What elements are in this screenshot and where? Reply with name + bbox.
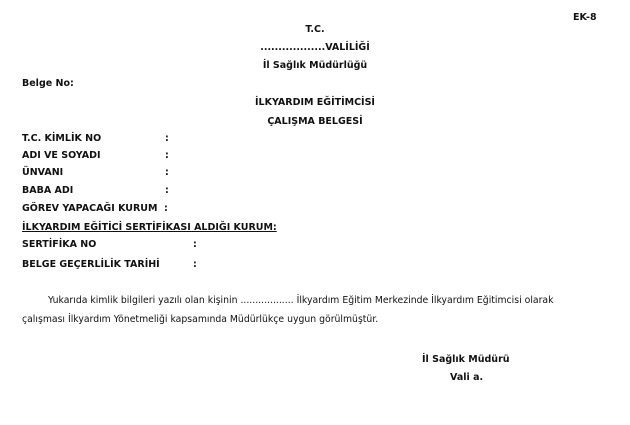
field-label-father-name: BABA ADI: [22, 185, 74, 196]
signature-on-behalf: Vali a.: [450, 372, 484, 383]
document-no-label: Belge No:: [22, 78, 74, 89]
signature-title: İl Sağlık Müdürü: [422, 354, 510, 365]
document-title-line2: ÇALIŞMA BELGESİ: [267, 116, 363, 127]
document-title-line1: İLKYARDIM EĞİTİMCİSİ: [255, 97, 375, 108]
annex-label: EK-8: [573, 12, 597, 23]
field-colon-name: :: [165, 150, 169, 161]
field-label-validity-date: BELGE GEÇERLİLİK TARİHİ: [22, 259, 160, 270]
field-label-certificate-no: SERTİFİKA NO: [22, 239, 97, 250]
field-colon-title: :: [165, 167, 169, 178]
field-label-institution: GÖREV YAPACAĞI KURUM: [22, 203, 158, 214]
field-colon-father-name: :: [165, 185, 169, 196]
field-label-title: ÜNVANI: [22, 167, 64, 178]
field-label-tc-id: T.C. KİMLİK NO: [22, 133, 102, 144]
field-colon-institution: :: [164, 203, 168, 214]
field-colon-certificate-no: :: [193, 239, 197, 250]
header-governorship: ..................VALİLİĞİ: [260, 42, 370, 53]
field-colon-tc-id: :: [165, 133, 169, 144]
paragraph-line2: çalışması İlkyardım Yönetmeliği kapsamında Müdürlükçe uygun görülmüştür.: [22, 314, 379, 325]
header-health-directorate: İl Sağlık Müdürlüğü: [262, 60, 368, 71]
header-tc: T.C.: [305, 24, 325, 35]
field-label-name: ADI VE SOYADI: [22, 150, 101, 161]
certificate-institution-heading: İLKYARDIM EĞİTİCİ SERTİFİKASI ALDIĞI KURUM:: [22, 222, 277, 233]
paragraph-line1: Yukarıda kimlik bilgileri yazılı olan kişinin .................. İlkyardım Eğitim Merkezinde İlkyardım Eğitimcisi olarak: [48, 295, 554, 306]
field-colon-validity-date: :: [193, 259, 197, 270]
